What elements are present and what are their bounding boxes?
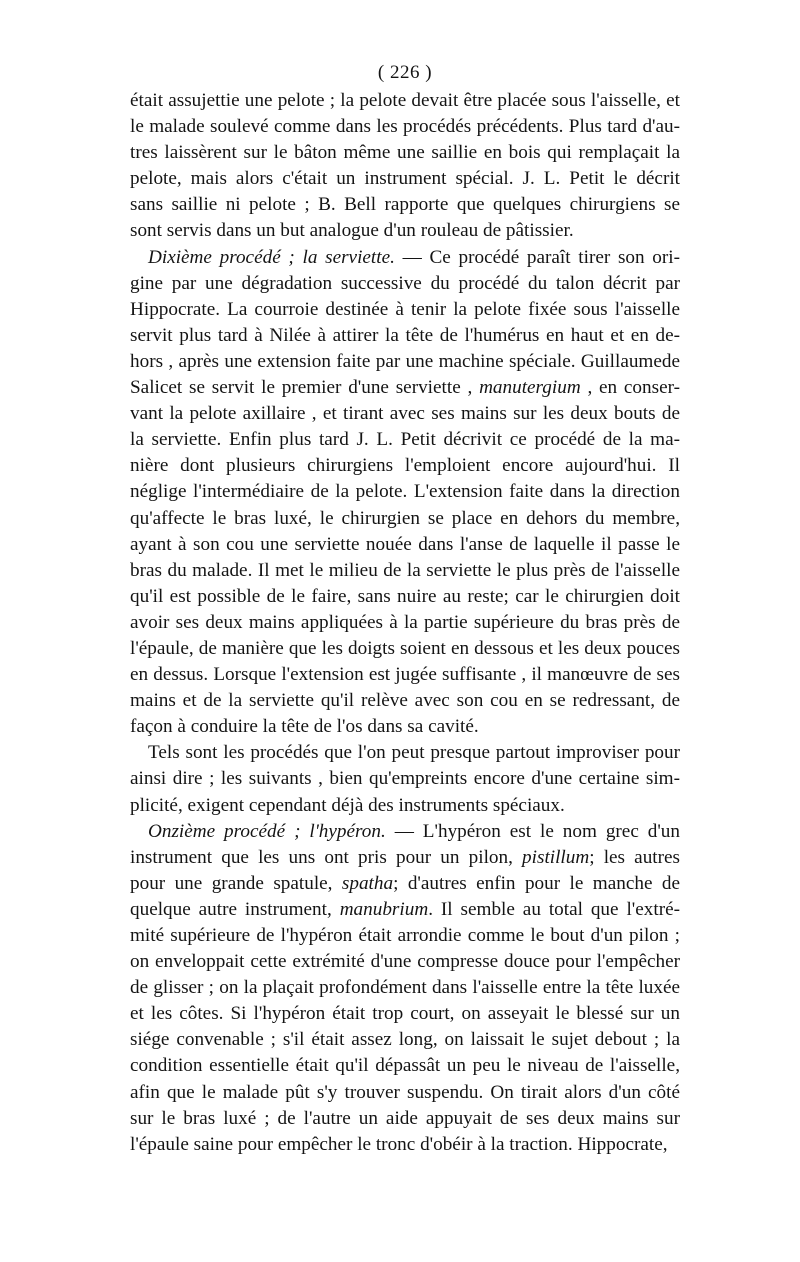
page-number: ( 226 ) xyxy=(377,62,433,83)
text-line xyxy=(130,662,680,688)
text-run: mains et de la serviette qu'il relève avec son cou en se redressant, de xyxy=(130,690,680,712)
text-run: Tels sont les procédés que l'on peut presque partout improviser pour xyxy=(148,742,680,764)
text-line xyxy=(130,114,680,140)
text-run: l'épaule saine pour empêcher le tronc d'obéir à la traction. Hippocrate, xyxy=(130,1133,668,1155)
text-run: de glisser ; on la plaçait profondément dans l'aisselle entre la tête luxée xyxy=(130,977,680,999)
text-run: Salicet se servit le premier d'une serviette , xyxy=(130,377,480,399)
text-line xyxy=(130,1001,680,1027)
text-run: hors , après une extension faite par une machine spéciale. Guillaumede xyxy=(130,350,680,372)
text-run: . Il semble au total que l'extré- xyxy=(428,898,680,920)
text-line xyxy=(130,923,680,949)
text-run: ; d'autres enfin pour le manche de xyxy=(393,872,680,894)
text-run: sont servis dans un but analogue d'un rouleau de pâtissier. xyxy=(130,220,574,242)
italic-text: manubrium xyxy=(339,898,429,920)
text-run: on enveloppait cette extrémité d'une compresse douce pour l'empêcher xyxy=(130,951,680,973)
text-line xyxy=(130,714,680,740)
paragraph-p2 xyxy=(130,245,680,741)
text-run: afin que le malade pût s'y trouver suspendu. On tirait alors d'un côté xyxy=(130,1081,680,1103)
text-line xyxy=(130,140,680,166)
text-run: vant la pelote axillaire , et tirant avec ses mains sur les deux bouts de xyxy=(130,403,680,425)
text-run: l'épaule, de manière que les doigts soient en dessous et les deux pouces xyxy=(130,637,680,659)
text-line xyxy=(130,1106,680,1132)
text-run: nière dont plusieurs chirurgiens l'emploient encore aujourd'hui. Il xyxy=(130,455,680,477)
text-run: pelote, mais alors c'était un instrument spécial. J. L. Petit le décrit xyxy=(130,168,680,190)
book-page xyxy=(130,62,680,1158)
paragraph-p3 xyxy=(130,740,680,818)
text-line xyxy=(130,532,680,558)
text-line xyxy=(130,88,680,114)
text-run: — Ce procédé paraît tirer son ori- xyxy=(394,246,680,268)
text-line xyxy=(130,793,680,819)
text-line xyxy=(130,1080,680,1106)
text-line xyxy=(130,1132,680,1158)
italic-text: Onzième procédé ; l'hypéron. xyxy=(148,820,386,842)
text-run: pour une grande spatule, xyxy=(130,872,342,894)
text-line xyxy=(130,845,680,871)
text-run: était assujettie une pelote ; la pelote devait être placée sous l'aisselle, et xyxy=(130,90,680,111)
text-line xyxy=(130,558,680,584)
paragraph-p1 xyxy=(130,88,680,245)
text-run: bras du malade. Il met le milieu de la serviette le plus près de l'aisselle xyxy=(130,559,680,581)
text-line xyxy=(130,636,680,662)
text-run: qu'il est possible de le faire, sans nuire au reste; car le chirurgien doit xyxy=(130,585,680,607)
text-run: condition essentielle était qu'il dépassât un peu le niveau de l'aisselle, xyxy=(130,1055,680,1077)
text-line xyxy=(130,871,680,897)
text-line xyxy=(130,766,680,792)
text-run: — L'hypéron est le nom grec d'un xyxy=(385,820,680,842)
text-line xyxy=(130,297,680,323)
paragraph-p4 xyxy=(130,819,680,1158)
text-line xyxy=(130,688,680,714)
text-run: gine par une dégradation successive du procédé du talon décrit par xyxy=(130,272,680,294)
italic-text: Dixième procédé ; la serviette. xyxy=(148,246,395,268)
text-run: le malade soulevé comme dans les procédés précédents. Plus tard d'au- xyxy=(130,116,680,138)
text-run: façon à conduire la tête de l'os dans sa cavité. xyxy=(130,716,479,738)
text-line xyxy=(130,271,680,297)
text-line xyxy=(130,323,680,349)
text-run: plicité, exigent cependant déjà des instruments spéciaux. xyxy=(130,794,565,816)
text-line xyxy=(130,401,680,427)
text-line xyxy=(130,506,680,532)
text-line xyxy=(130,740,680,766)
text-run: ; les autres xyxy=(589,846,680,868)
text-run: quelque autre instrument, xyxy=(130,898,340,920)
text-line xyxy=(130,949,680,975)
text-line xyxy=(130,192,680,218)
text-run: ayant à son cou une serviette nouée dans l'anse de laquelle il passe le xyxy=(130,533,680,555)
text-run: sur le bras luxé ; de l'autre un aide appuyait de ses deux mains sur xyxy=(130,1107,680,1129)
text-run: ainsi dire ; les suivants , bien qu'empreints encore d'une certaine sim- xyxy=(130,768,680,790)
italic-text: spatha xyxy=(341,872,394,894)
text-run: mité supérieure de l'hypéron était arrondie comme le bout d'un pilon ; xyxy=(130,925,680,946)
text-line xyxy=(130,427,680,453)
text-run: et les côtes. Si l'hypéron était trop court, on asseyait le blessé sur un xyxy=(130,1003,680,1025)
text-run: , en conser- xyxy=(580,377,680,399)
text-line xyxy=(130,375,680,401)
text-run: tres laissèrent sur le bâton même une saillie en bois qui remplaçait la xyxy=(130,142,680,164)
text-body xyxy=(130,88,680,1158)
text-run: qu'affecte le bras luxé, le chirurgien se place en dehors du membre, xyxy=(130,507,680,529)
text-line xyxy=(130,584,680,610)
text-run: la serviette. Enfin plus tard J. L. Petit décrivit ce procédé de la ma- xyxy=(130,429,680,451)
text-run: avoir ses deux mains appliquées à la partie supérieure du bras près de xyxy=(130,611,680,633)
text-line xyxy=(130,166,680,192)
text-run: sans saillie ni pelote ; B. Bell rapporte que quelques chirurgiens se xyxy=(130,194,680,216)
text-run: servit plus tard à Nilée à attirer la tête de l'humérus en haut et en de- xyxy=(130,324,680,346)
text-line xyxy=(130,453,680,479)
text-line xyxy=(130,1053,680,1079)
text-line xyxy=(130,897,680,923)
text-run: en dessus. Lorsque l'extension est jugée suffisante , il manœuvre de ses xyxy=(130,664,680,686)
text-line xyxy=(130,218,680,244)
text-line xyxy=(130,1027,680,1053)
text-run: Hippocrate. La courroie destinée à tenir la pelote fixée sous l'aisselle xyxy=(130,298,680,320)
text-line xyxy=(130,479,680,505)
text-run: néglige l'intermédiaire de la pelote. L'extension faite dans la direction xyxy=(130,481,680,503)
text-line xyxy=(130,975,680,1001)
text-line xyxy=(130,245,680,271)
text-line xyxy=(130,349,680,375)
italic-text: pistillum xyxy=(522,846,590,868)
text-run: instrument que les uns ont pris pour un pilon, xyxy=(130,846,523,868)
text-line xyxy=(130,819,680,845)
italic-text: manutergium xyxy=(479,377,581,399)
text-run: siége convenable ; s'il était assez long, on laissait le sujet debout ; la xyxy=(130,1029,680,1051)
text-line xyxy=(130,610,680,636)
